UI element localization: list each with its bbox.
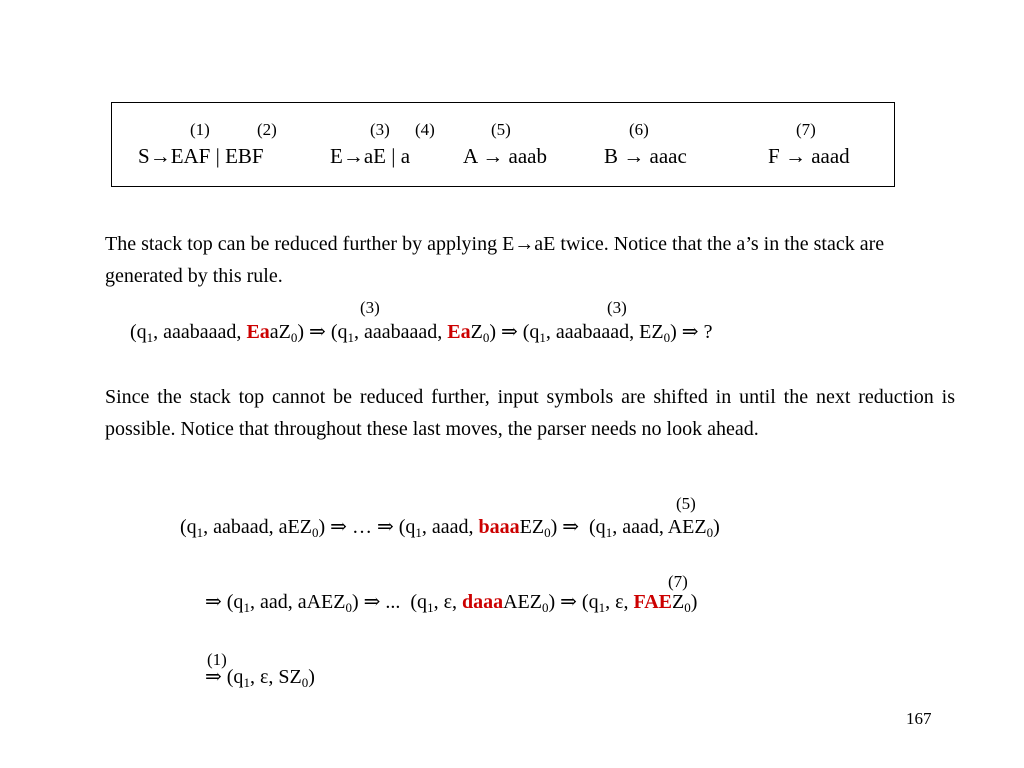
implies-icon: ⇒ [500, 321, 518, 343]
implies-icon: ⇒ [562, 516, 580, 538]
page-number: 167 [906, 709, 932, 728]
rule-b: B → aaac [604, 144, 687, 168]
rule-label-2: (2) [257, 120, 277, 139]
rule-label-5: (5) [491, 120, 511, 139]
implies-icon: ⇒ [309, 321, 326, 343]
rule-s: S→EAF | EBF [138, 144, 264, 168]
step-label-3b: (3) [607, 298, 627, 317]
implies-icon: ⇒ [330, 516, 347, 538]
rule-label-4: (4) [415, 120, 435, 139]
arrow-icon: → [784, 144, 806, 168]
step-label-7: (7) [668, 572, 688, 591]
rule-label-3: (3) [370, 120, 390, 139]
arrow-icon: → [623, 144, 645, 168]
derivation-line-2: ($q_1$, aabaad, aEZ$_0$) ⇒ … ⇒ ($q_1$, aaad, baaaEZ$_0$) ⇒ ($q_1$, aaad, $AEZ_0$) [180, 516, 720, 540]
arrow-icon: → [342, 144, 364, 168]
implies-icon: ⇒ [560, 591, 577, 613]
rule-f: F → aaad [768, 144, 850, 168]
paragraph-2: Since the stack top cannot be reduced further, input symbols are shifted in until the next reduction is possible. Notice that throughout these last moves, the parser needs no look ahead. [105, 386, 955, 440]
arrow-icon: → [149, 144, 171, 168]
paragraph-1: The stack top can be reduced further by applying E→aE twice. Notice that the a’s in the stack are generated by this rule. [105, 233, 885, 287]
step-label-1: (1) [207, 650, 227, 669]
arrow-icon: → [482, 144, 504, 168]
rule-label-6: (6) [629, 120, 649, 139]
rule-label-7: (7) [796, 120, 816, 139]
implies-icon: ⇒ [376, 516, 394, 538]
rule-e: E→aE | a [330, 144, 411, 168]
arrow-icon: → [514, 233, 535, 255]
derivation-line-1: ($q_1$, aaabaaad, EaaZ$_0$) ⇒ ($q_1$, aaabaaad, EaZ$_0$) ⇒ ($q_1$, aaabaaad, $EZ_0$) ⇒ ? [130, 321, 713, 345]
implies-icon: ⇒ [205, 666, 222, 688]
rule-label-1: (1) [190, 120, 210, 139]
step-label-5: (5) [676, 494, 696, 513]
implies-icon: ⇒ [681, 321, 699, 343]
implies-icon: ⇒ [205, 591, 222, 613]
step-label-3a: (3) [360, 298, 380, 317]
implies-icon: ⇒ [363, 591, 381, 613]
derivation-line-4: ⇒ ($q_1$, ε, $SZ_0$) [205, 666, 315, 690]
derivation-line-3: ⇒ ($q_1$, aad, aAEZ$_0$) ⇒ ... ($q_1$, ε, daaaAEZ$_0$) ⇒ ($q_1$, ε, $FAEZ_0$) [205, 591, 698, 615]
rule-a: A → aaab [463, 144, 547, 168]
